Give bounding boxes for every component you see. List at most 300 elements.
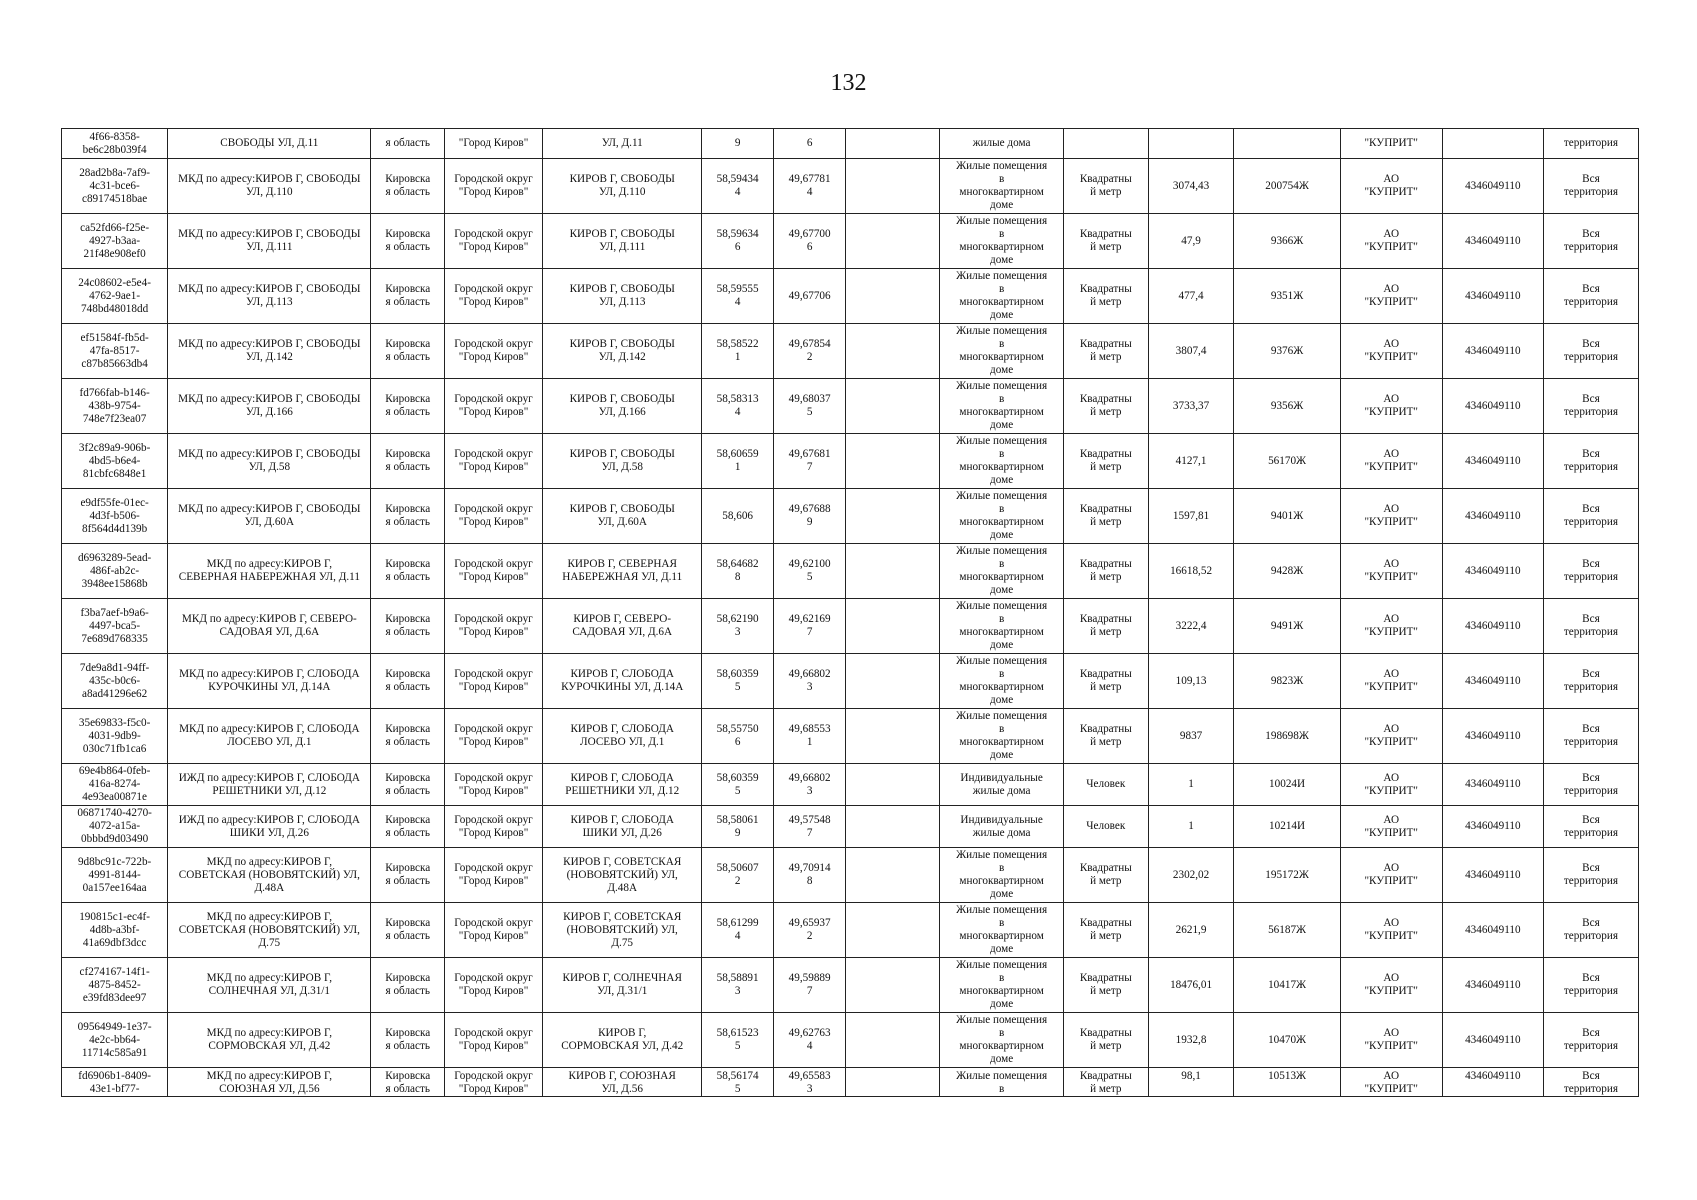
cell-municipality: Городской округ "Город Киров" bbox=[445, 806, 543, 848]
cell-company: "КУПРИТ" bbox=[1340, 129, 1442, 159]
table-row bbox=[62, 214, 1639, 269]
cell-object-id: e9df55fe-01ec- 4d3f-b506- 8f564d4d139b bbox=[62, 489, 168, 544]
cell-object-name: МКД по адресу:КИРОВ Г, СЕВЕРО- САДОВАЯ УЛ, Д.6А bbox=[168, 599, 371, 654]
cell-address: КИРОВ Г, СЛОБОДА КУРОЧКИНЫ УЛ, Д.14А bbox=[543, 654, 702, 709]
cell-territory: Вся территория bbox=[1543, 544, 1638, 599]
cell-longitude: 49,66802 3 bbox=[773, 764, 846, 806]
cell-object-id: ca52fd66-f25e- 4927-b3aa- 21f48e908ef0 bbox=[62, 214, 168, 269]
cell-empty-col bbox=[846, 654, 940, 709]
cell-inn: 4346049110 bbox=[1442, 599, 1543, 654]
table-row bbox=[62, 806, 1639, 848]
cell-object-name: МКД по адресу:КИРОВ Г, СВОБОДЫ УЛ, Д.58 bbox=[168, 434, 371, 489]
cell-volume: 2621,9 bbox=[1148, 903, 1234, 958]
table-row bbox=[62, 269, 1639, 324]
cell-object-type: Жилые помещения в многоквартирном доме bbox=[940, 159, 1064, 214]
registry-body bbox=[62, 129, 1639, 1097]
cell-company: АО "КУПРИТ" bbox=[1340, 848, 1442, 903]
cell-address: КИРОВ Г, СЛОБОДА ШИКИ УЛ, Д.26 bbox=[543, 806, 702, 848]
cell-company: АО "КУПРИТ" bbox=[1340, 544, 1442, 599]
cell-latitude: 58,60359 5 bbox=[702, 654, 773, 709]
cell-object-id: 7de9a8d1-94ff- 435c-b0c6- a8ad41296e62 bbox=[62, 654, 168, 709]
cell-territory: Вся территория bbox=[1543, 269, 1638, 324]
cell-latitude: 58,64682 8 bbox=[702, 544, 773, 599]
cell-municipality: Городской округ "Город Киров" bbox=[445, 848, 543, 903]
cell-account-code bbox=[1234, 129, 1340, 159]
cell-company: АО "КУПРИТ" bbox=[1340, 434, 1442, 489]
cell-company: АО "КУПРИТ" bbox=[1340, 654, 1442, 709]
cell-unit: Квадратны й метр bbox=[1063, 654, 1148, 709]
cell-company: АО "КУПРИТ" bbox=[1340, 379, 1442, 434]
cell-empty-col bbox=[846, 214, 940, 269]
cell-inn: 4346049110 bbox=[1442, 806, 1543, 848]
cell-municipality: Городской округ "Город Киров" bbox=[445, 903, 543, 958]
cell-latitude: 58,56174 5 bbox=[702, 1068, 773, 1097]
cell-object-name: ИЖД по адресу:КИРОВ Г, СЛОБОДА ШИКИ УЛ, Д.26 bbox=[168, 806, 371, 848]
cell-unit bbox=[1063, 129, 1148, 159]
cell-company: АО "КУПРИТ" bbox=[1340, 269, 1442, 324]
cell-longitude: 49,65583 3 bbox=[773, 1068, 846, 1097]
cell-latitude: 58,50607 2 bbox=[702, 848, 773, 903]
cell-company: АО "КУПРИТ" bbox=[1340, 159, 1442, 214]
cell-municipality: Городской округ "Город Киров" bbox=[445, 214, 543, 269]
cell-address: КИРОВ Г, СВОБОДЫ УЛ, Д.113 bbox=[543, 269, 702, 324]
cell-object-type: Жилые помещения в многоквартирном доме bbox=[940, 709, 1064, 764]
table-row bbox=[62, 544, 1639, 599]
cell-region: Кировска я область bbox=[371, 159, 445, 214]
cell-municipality: Городской округ "Город Киров" bbox=[445, 324, 543, 379]
cell-inn: 4346049110 bbox=[1442, 848, 1543, 903]
cell-object-type: Жилые помещения в многоквартирном доме bbox=[940, 324, 1064, 379]
cell-volume: 4127,1 bbox=[1148, 434, 1234, 489]
cell-object-id: d6963289-5ead- 486f-ab2c- 3948ee15868b bbox=[62, 544, 168, 599]
cell-region: Кировска я область bbox=[371, 709, 445, 764]
cell-territory: Вся территория bbox=[1543, 489, 1638, 544]
cell-object-name: МКД по адресу:КИРОВ Г, СОЛНЕЧНАЯ УЛ, Д.31/1 bbox=[168, 958, 371, 1013]
cell-latitude: 58,59434 4 bbox=[702, 159, 773, 214]
cell-region: Кировска я область bbox=[371, 379, 445, 434]
cell-empty-col bbox=[846, 129, 940, 159]
cell-unit: Квадратны й метр bbox=[1063, 709, 1148, 764]
cell-region: Кировска я область bbox=[371, 214, 445, 269]
cell-volume: 3733,37 bbox=[1148, 379, 1234, 434]
cell-object-name: МКД по адресу:КИРОВ Г, СВОБОДЫ УЛ, Д.110 bbox=[168, 159, 371, 214]
cell-object-type: Жилые помещения в многоквартирном доме bbox=[940, 903, 1064, 958]
cell-inn: 4346049110 bbox=[1442, 1013, 1543, 1068]
cell-volume: 1932,8 bbox=[1148, 1013, 1234, 1068]
cell-municipality: Городской округ "Город Киров" bbox=[445, 544, 543, 599]
cell-object-name: МКД по адресу:КИРОВ Г, СОВЕТСКАЯ (НОВОВЯТСКИЙ) УЛ, Д.75 bbox=[168, 903, 371, 958]
cell-empty-col bbox=[846, 434, 940, 489]
cell-account-code: 195172Ж bbox=[1234, 848, 1340, 903]
cell-unit: Квадратны й метр bbox=[1063, 958, 1148, 1013]
cell-region: Кировска я область bbox=[371, 764, 445, 806]
cell-object-type: Жилые помещения в многоквартирном доме bbox=[940, 269, 1064, 324]
cell-account-code: 200754Ж bbox=[1234, 159, 1340, 214]
cell-municipality: Городской округ "Город Киров" bbox=[445, 709, 543, 764]
table-row bbox=[62, 599, 1639, 654]
cell-object-type: Жилые помещения в многоквартирном доме bbox=[940, 848, 1064, 903]
cell-longitude: 49,70914 8 bbox=[773, 848, 846, 903]
cell-inn: 4346049110 bbox=[1442, 324, 1543, 379]
cell-territory: Вся территория bbox=[1543, 903, 1638, 958]
cell-object-type: Индивидуальные жилые дома bbox=[940, 806, 1064, 848]
cell-volume: 2302,02 bbox=[1148, 848, 1234, 903]
table-row bbox=[62, 848, 1639, 903]
cell-volume: 98,1 bbox=[1148, 1068, 1234, 1097]
cell-territory: Вся территория bbox=[1543, 1013, 1638, 1068]
cell-latitude: 58,606 bbox=[702, 489, 773, 544]
cell-object-id: fd766fab-b146- 438b-9754- 748e7f23ea07 bbox=[62, 379, 168, 434]
cell-empty-col bbox=[846, 379, 940, 434]
cell-region: Кировска я область bbox=[371, 806, 445, 848]
cell-unit: Квадратны й метр bbox=[1063, 903, 1148, 958]
table-row bbox=[62, 324, 1639, 379]
cell-object-id: 9d8bc91c-722b- 4991-8144- 0a157ee164aa bbox=[62, 848, 168, 903]
cell-territory: Вся территория bbox=[1543, 434, 1638, 489]
cell-company: АО "КУПРИТ" bbox=[1340, 489, 1442, 544]
cell-unit: Квадратны й метр bbox=[1063, 159, 1148, 214]
cell-volume: 9837 bbox=[1148, 709, 1234, 764]
cell-latitude: 58,59555 4 bbox=[702, 269, 773, 324]
cell-object-id: 35e69833-f5c0- 4031-9db9- 030c71fb1ca6 bbox=[62, 709, 168, 764]
cell-latitude: 58,58891 3 bbox=[702, 958, 773, 1013]
cell-object-name: МКД по адресу:КИРОВ Г, СВОБОДЫ УЛ, Д.142 bbox=[168, 324, 371, 379]
cell-company: АО "КУПРИТ" bbox=[1340, 958, 1442, 1013]
cell-municipality: Городской округ "Город Киров" bbox=[445, 379, 543, 434]
cell-company: АО "КУПРИТ" bbox=[1340, 709, 1442, 764]
cell-address: КИРОВ Г, СЕВЕРО- САДОВАЯ УЛ, Д.6А bbox=[543, 599, 702, 654]
cell-object-id: cf274167-14f1- 4875-8452- e39fd83dee97 bbox=[62, 958, 168, 1013]
cell-address: КИРОВ Г, СВОБОДЫ УЛ, Д.110 bbox=[543, 159, 702, 214]
cell-municipality: Городской округ "Город Киров" bbox=[445, 434, 543, 489]
cell-unit: Квадратны й метр bbox=[1063, 434, 1148, 489]
cell-latitude: 58,58522 1 bbox=[702, 324, 773, 379]
cell-empty-col bbox=[846, 903, 940, 958]
cell-territory: Вся территория bbox=[1543, 764, 1638, 806]
cell-inn bbox=[1442, 129, 1543, 159]
cell-object-name: МКД по адресу:КИРОВ Г, СВОБОДЫ УЛ, Д.111 bbox=[168, 214, 371, 269]
cell-address: КИРОВ Г, СОЛНЕЧНАЯ УЛ, Д.31/1 bbox=[543, 958, 702, 1013]
cell-latitude: 58,59634 6 bbox=[702, 214, 773, 269]
cell-inn: 4346049110 bbox=[1442, 709, 1543, 764]
cell-inn: 4346049110 bbox=[1442, 903, 1543, 958]
cell-longitude: 6 bbox=[773, 129, 846, 159]
cell-municipality: Городской округ "Город Киров" bbox=[445, 599, 543, 654]
cell-inn: 4346049110 bbox=[1442, 1068, 1543, 1097]
cell-object-type: Жилые помещения в многоквартирном доме bbox=[940, 1013, 1064, 1068]
cell-volume: 1 bbox=[1148, 764, 1234, 806]
cell-object-name: МКД по адресу:КИРОВ Г, СВОБОДЫ УЛ, Д.113 bbox=[168, 269, 371, 324]
cell-address: КИРОВ Г, СОВЕТСКАЯ (НОВОВЯТСКИЙ) УЛ, Д.48А bbox=[543, 848, 702, 903]
cell-address: КИРОВ Г, СОВЕТСКАЯ (НОВОВЯТСКИЙ) УЛ, Д.75 bbox=[543, 903, 702, 958]
cell-inn: 4346049110 bbox=[1442, 764, 1543, 806]
cell-territory: Вся территория bbox=[1543, 324, 1638, 379]
cell-inn: 4346049110 bbox=[1442, 379, 1543, 434]
table-row bbox=[62, 159, 1639, 214]
cell-latitude: 58,60659 1 bbox=[702, 434, 773, 489]
cell-account-code: 9366Ж bbox=[1234, 214, 1340, 269]
table-row bbox=[62, 434, 1639, 489]
cell-territory: Вся территория bbox=[1543, 159, 1638, 214]
table-row bbox=[62, 489, 1639, 544]
cell-object-type: жилые дома bbox=[940, 129, 1064, 159]
cell-account-code: 10513Ж bbox=[1234, 1068, 1340, 1097]
cell-longitude: 49,65937 2 bbox=[773, 903, 846, 958]
cell-region: Кировска я область bbox=[371, 489, 445, 544]
cell-latitude: 58,61299 4 bbox=[702, 903, 773, 958]
cell-empty-col bbox=[846, 489, 940, 544]
page-number: 132 bbox=[830, 70, 867, 96]
cell-municipality: Городской округ "Город Киров" bbox=[445, 654, 543, 709]
cell-inn: 4346049110 bbox=[1442, 214, 1543, 269]
cell-volume: 3807,4 bbox=[1148, 324, 1234, 379]
cell-municipality: Городской округ "Город Киров" bbox=[445, 159, 543, 214]
cell-object-id: 09564949-1e37- 4e2c-bb64- 11714c585a91 bbox=[62, 1013, 168, 1068]
cell-longitude: 49,67854 2 bbox=[773, 324, 846, 379]
cell-unit: Квадратны й метр bbox=[1063, 269, 1148, 324]
cell-object-id: fd6906b1-8409- 43e1-bf77- bbox=[62, 1068, 168, 1097]
cell-inn: 4346049110 bbox=[1442, 654, 1543, 709]
cell-object-type: Жилые помещения в многоквартирном доме bbox=[940, 599, 1064, 654]
cell-region: Кировска я область bbox=[371, 324, 445, 379]
cell-volume: 3074,43 bbox=[1148, 159, 1234, 214]
cell-object-id: 69e4b864-0feb- 416a-8274- 4e93ea00871e bbox=[62, 764, 168, 806]
cell-territory: Вся территория bbox=[1543, 654, 1638, 709]
cell-empty-col bbox=[846, 709, 940, 764]
cell-company: АО "КУПРИТ" bbox=[1340, 1068, 1442, 1097]
table-row bbox=[62, 379, 1639, 434]
cell-account-code: 10214И bbox=[1234, 806, 1340, 848]
cell-longitude: 49,62169 7 bbox=[773, 599, 846, 654]
cell-account-code: 9401Ж bbox=[1234, 489, 1340, 544]
cell-address: КИРОВ Г, СЕВЕРНАЯ НАБЕРЕЖНАЯ УЛ, Д.11 bbox=[543, 544, 702, 599]
cell-unit: Квадратны й метр bbox=[1063, 599, 1148, 654]
cell-address: КИРОВ Г, СОЮЗНАЯ УЛ, Д.56 bbox=[543, 1068, 702, 1097]
cell-longitude: 49,67706 bbox=[773, 269, 846, 324]
cell-latitude: 58,58061 9 bbox=[702, 806, 773, 848]
cell-longitude: 49,68553 1 bbox=[773, 709, 846, 764]
cell-object-name: ИЖД по адресу:КИРОВ Г, СЛОБОДА РЕШЕТНИКИ УЛ, Д.12 bbox=[168, 764, 371, 806]
cell-unit: Квадратны й метр bbox=[1063, 1068, 1148, 1097]
cell-region: Кировска я область bbox=[371, 1068, 445, 1097]
cell-volume: 47,9 bbox=[1148, 214, 1234, 269]
cell-region: я область bbox=[371, 129, 445, 159]
cell-object-name: МКД по адресу:КИРОВ Г, СЛОБОДА КУРОЧКИНЫ УЛ, Д.14А bbox=[168, 654, 371, 709]
cell-account-code: 9823Ж bbox=[1234, 654, 1340, 709]
cell-object-id: 4f66-8358- be6c28b039f4 bbox=[62, 129, 168, 159]
cell-inn: 4346049110 bbox=[1442, 269, 1543, 324]
cell-object-name: МКД по адресу:КИРОВ Г, СЛОБОДА ЛОСЕВО УЛ, Д.1 bbox=[168, 709, 371, 764]
cell-object-id: 190815c1-ec4f- 4d8b-a3bf- 41a69dbf3dcc bbox=[62, 903, 168, 958]
cell-longitude: 49,66802 3 bbox=[773, 654, 846, 709]
cell-region: Кировска я область bbox=[371, 1013, 445, 1068]
cell-company: АО "КУПРИТ" bbox=[1340, 806, 1442, 848]
cell-object-name: СВОБОДЫ УЛ, Д.11 bbox=[168, 129, 371, 159]
cell-territory: Вся территория bbox=[1543, 806, 1638, 848]
cell-unit: Человек bbox=[1063, 764, 1148, 806]
cell-account-code: 9376Ж bbox=[1234, 324, 1340, 379]
cell-object-type: Индивидуальные жилые дома bbox=[940, 764, 1064, 806]
cell-object-id: f3ba7aef-b9a6- 4497-bca5- 7e689d768335 bbox=[62, 599, 168, 654]
cell-municipality: Городской округ "Город Киров" bbox=[445, 1013, 543, 1068]
cell-latitude: 58,58313 4 bbox=[702, 379, 773, 434]
cell-longitude: 49,67681 7 bbox=[773, 434, 846, 489]
cell-object-type: Жилые помещения в bbox=[940, 1068, 1064, 1097]
cell-territory: Вся территория bbox=[1543, 599, 1638, 654]
cell-territory: Вся территория bbox=[1543, 709, 1638, 764]
cell-region: Кировска я область bbox=[371, 544, 445, 599]
cell-company: АО "КУПРИТ" bbox=[1340, 1013, 1442, 1068]
cell-latitude: 58,62190 3 bbox=[702, 599, 773, 654]
cell-address: КИРОВ Г, СВОБОДЫ УЛ, Д.111 bbox=[543, 214, 702, 269]
cell-volume: 1597,81 bbox=[1148, 489, 1234, 544]
cell-municipality: "Город Киров" bbox=[445, 129, 543, 159]
cell-inn: 4346049110 bbox=[1442, 544, 1543, 599]
cell-region: Кировска я область bbox=[371, 654, 445, 709]
table-row bbox=[62, 764, 1639, 806]
cell-empty-col bbox=[846, 324, 940, 379]
cell-empty-col bbox=[846, 764, 940, 806]
table-row bbox=[62, 1013, 1639, 1068]
cell-account-code: 198698Ж bbox=[1234, 709, 1340, 764]
cell-unit: Квадратны й метр bbox=[1063, 214, 1148, 269]
cell-address: КИРОВ Г, СЛОБОДА ЛОСЕВО УЛ, Д.1 bbox=[543, 709, 702, 764]
cell-address: КИРОВ Г, СВОБОДЫ УЛ, Д.58 bbox=[543, 434, 702, 489]
table-row bbox=[62, 1068, 1639, 1097]
cell-volume: 109,13 bbox=[1148, 654, 1234, 709]
cell-address: УЛ, Д.11 bbox=[543, 129, 702, 159]
cell-empty-col bbox=[846, 544, 940, 599]
cell-longitude: 49,59889 7 bbox=[773, 958, 846, 1013]
cell-region: Кировска я область bbox=[371, 269, 445, 324]
cell-territory: Вся территория bbox=[1543, 1068, 1638, 1097]
cell-company: АО "КУПРИТ" bbox=[1340, 764, 1442, 806]
cell-region: Кировска я область bbox=[371, 599, 445, 654]
cell-municipality: Городской округ "Город Киров" bbox=[445, 1068, 543, 1097]
cell-unit: Квадратны й метр bbox=[1063, 848, 1148, 903]
cell-account-code: 10470Ж bbox=[1234, 1013, 1340, 1068]
cell-region: Кировска я область bbox=[371, 848, 445, 903]
cell-account-code: 10024И bbox=[1234, 764, 1340, 806]
cell-municipality: Городской округ "Город Киров" bbox=[445, 958, 543, 1013]
cell-unit: Квадратны й метр bbox=[1063, 324, 1148, 379]
cell-object-type: Жилые помещения в многоквартирном доме bbox=[940, 489, 1064, 544]
cell-object-id: 3f2c89a9-906b- 4bd5-b6e4- 81cbfc6848e1 bbox=[62, 434, 168, 489]
registry-table bbox=[61, 128, 1639, 1097]
table-row bbox=[62, 654, 1639, 709]
cell-territory: Вся территория bbox=[1543, 848, 1638, 903]
cell-object-name: МКД по адресу:КИРОВ Г, СОВЕТСКАЯ (НОВОВЯТСКИЙ) УЛ, Д.48А bbox=[168, 848, 371, 903]
cell-inn: 4346049110 bbox=[1442, 489, 1543, 544]
cell-account-code: 10417Ж bbox=[1234, 958, 1340, 1013]
cell-unit: Квадратны й метр bbox=[1063, 1013, 1148, 1068]
cell-latitude: 9 bbox=[702, 129, 773, 159]
table-row bbox=[62, 958, 1639, 1013]
cell-address: КИРОВ Г, СВОБОДЫ УЛ, Д.166 bbox=[543, 379, 702, 434]
cell-longitude: 49,68037 5 bbox=[773, 379, 846, 434]
cell-latitude: 58,55750 6 bbox=[702, 709, 773, 764]
cell-longitude: 49,57548 7 bbox=[773, 806, 846, 848]
cell-object-name: МКД по адресу:КИРОВ Г, СВОБОДЫ УЛ, Д.166 bbox=[168, 379, 371, 434]
cell-unit: Человек bbox=[1063, 806, 1148, 848]
cell-account-code: 9356Ж bbox=[1234, 379, 1340, 434]
cell-empty-col bbox=[846, 806, 940, 848]
cell-longitude: 49,62100 5 bbox=[773, 544, 846, 599]
table-row bbox=[62, 129, 1639, 159]
cell-longitude: 49,67700 6 bbox=[773, 214, 846, 269]
cell-address: КИРОВ Г, СЛОБОДА РЕШЕТНИКИ УЛ, Д.12 bbox=[543, 764, 702, 806]
cell-empty-col bbox=[846, 1013, 940, 1068]
cell-empty-col bbox=[846, 958, 940, 1013]
cell-longitude: 49,62763 4 bbox=[773, 1013, 846, 1068]
cell-object-id: 24c08602-e5e4- 4762-9ae1- 748bd48018dd bbox=[62, 269, 168, 324]
cell-company: АО "КУПРИТ" bbox=[1340, 903, 1442, 958]
cell-volume bbox=[1148, 129, 1234, 159]
table-row bbox=[62, 903, 1639, 958]
cell-object-id: 06871740-4270- 4072-a15a- 0bbbd9d03490 bbox=[62, 806, 168, 848]
cell-account-code: 56187Ж bbox=[1234, 903, 1340, 958]
cell-company: АО "КУПРИТ" bbox=[1340, 599, 1442, 654]
cell-object-id: ef51584f-fb5d- 47fa-8517- c87b85663db4 bbox=[62, 324, 168, 379]
cell-unit: Квадратны й метр bbox=[1063, 489, 1148, 544]
cell-region: Кировска я область bbox=[371, 958, 445, 1013]
cell-unit: Квадратны й метр bbox=[1063, 379, 1148, 434]
cell-inn: 4346049110 bbox=[1442, 958, 1543, 1013]
cell-municipality: Городской округ "Город Киров" bbox=[445, 269, 543, 324]
cell-account-code: 56170Ж bbox=[1234, 434, 1340, 489]
cell-empty-col bbox=[846, 599, 940, 654]
cell-object-name: МКД по адресу:КИРОВ Г, СОЮЗНАЯ УЛ, Д.56 bbox=[168, 1068, 371, 1097]
cell-object-name: МКД по адресу:КИРОВ Г, СЕВЕРНАЯ НАБЕРЕЖНАЯ УЛ, Д.11 bbox=[168, 544, 371, 599]
cell-object-id: 28ad2b8a-7af9- 4c31-bce6- c89174518bae bbox=[62, 159, 168, 214]
cell-object-type: Жилые помещения в многоквартирном доме bbox=[940, 958, 1064, 1013]
cell-longitude: 49,67781 4 bbox=[773, 159, 846, 214]
cell-account-code: 9491Ж bbox=[1234, 599, 1340, 654]
cell-object-type: Жилые помещения в многоквартирном доме bbox=[940, 434, 1064, 489]
cell-object-type: Жилые помещения в многоквартирном доме bbox=[940, 214, 1064, 269]
cell-volume: 18476,01 bbox=[1148, 958, 1234, 1013]
cell-address: КИРОВ Г, СВОБОДЫ УЛ, Д.142 bbox=[543, 324, 702, 379]
cell-volume: 477,4 bbox=[1148, 269, 1234, 324]
cell-company: АО "КУПРИТ" bbox=[1340, 324, 1442, 379]
table-row bbox=[62, 709, 1639, 764]
cell-account-code: 9428Ж bbox=[1234, 544, 1340, 599]
cell-object-name: МКД по адресу:КИРОВ Г, СОРМОВСКАЯ УЛ, Д.42 bbox=[168, 1013, 371, 1068]
cell-volume: 1 bbox=[1148, 806, 1234, 848]
cell-address: КИРОВ Г, СОРМОВСКАЯ УЛ, Д.42 bbox=[543, 1013, 702, 1068]
cell-empty-col bbox=[846, 159, 940, 214]
cell-territory: Вся территория bbox=[1543, 379, 1638, 434]
cell-territory: Вся территория bbox=[1543, 958, 1638, 1013]
cell-address: КИРОВ Г, СВОБОДЫ УЛ, Д.60А bbox=[543, 489, 702, 544]
cell-company: АО "КУПРИТ" bbox=[1340, 214, 1442, 269]
cell-volume: 3222,4 bbox=[1148, 599, 1234, 654]
cell-object-name: МКД по адресу:КИРОВ Г, СВОБОДЫ УЛ, Д.60А bbox=[168, 489, 371, 544]
cell-empty-col bbox=[846, 1068, 940, 1097]
cell-region: Кировска я область bbox=[371, 434, 445, 489]
cell-inn: 4346049110 bbox=[1442, 434, 1543, 489]
cell-municipality: Городской округ "Город Киров" bbox=[445, 764, 543, 806]
cell-territory: Вся территория bbox=[1543, 214, 1638, 269]
cell-object-type: Жилые помещения в многоквартирном доме bbox=[940, 544, 1064, 599]
cell-latitude: 58,60359 5 bbox=[702, 764, 773, 806]
cell-longitude: 49,67688 9 bbox=[773, 489, 846, 544]
cell-empty-col bbox=[846, 269, 940, 324]
cell-territory: территория bbox=[1543, 129, 1638, 159]
cell-unit: Квадратны й метр bbox=[1063, 544, 1148, 599]
cell-municipality: Городской округ "Город Киров" bbox=[445, 489, 543, 544]
cell-region: Кировска я область bbox=[371, 903, 445, 958]
